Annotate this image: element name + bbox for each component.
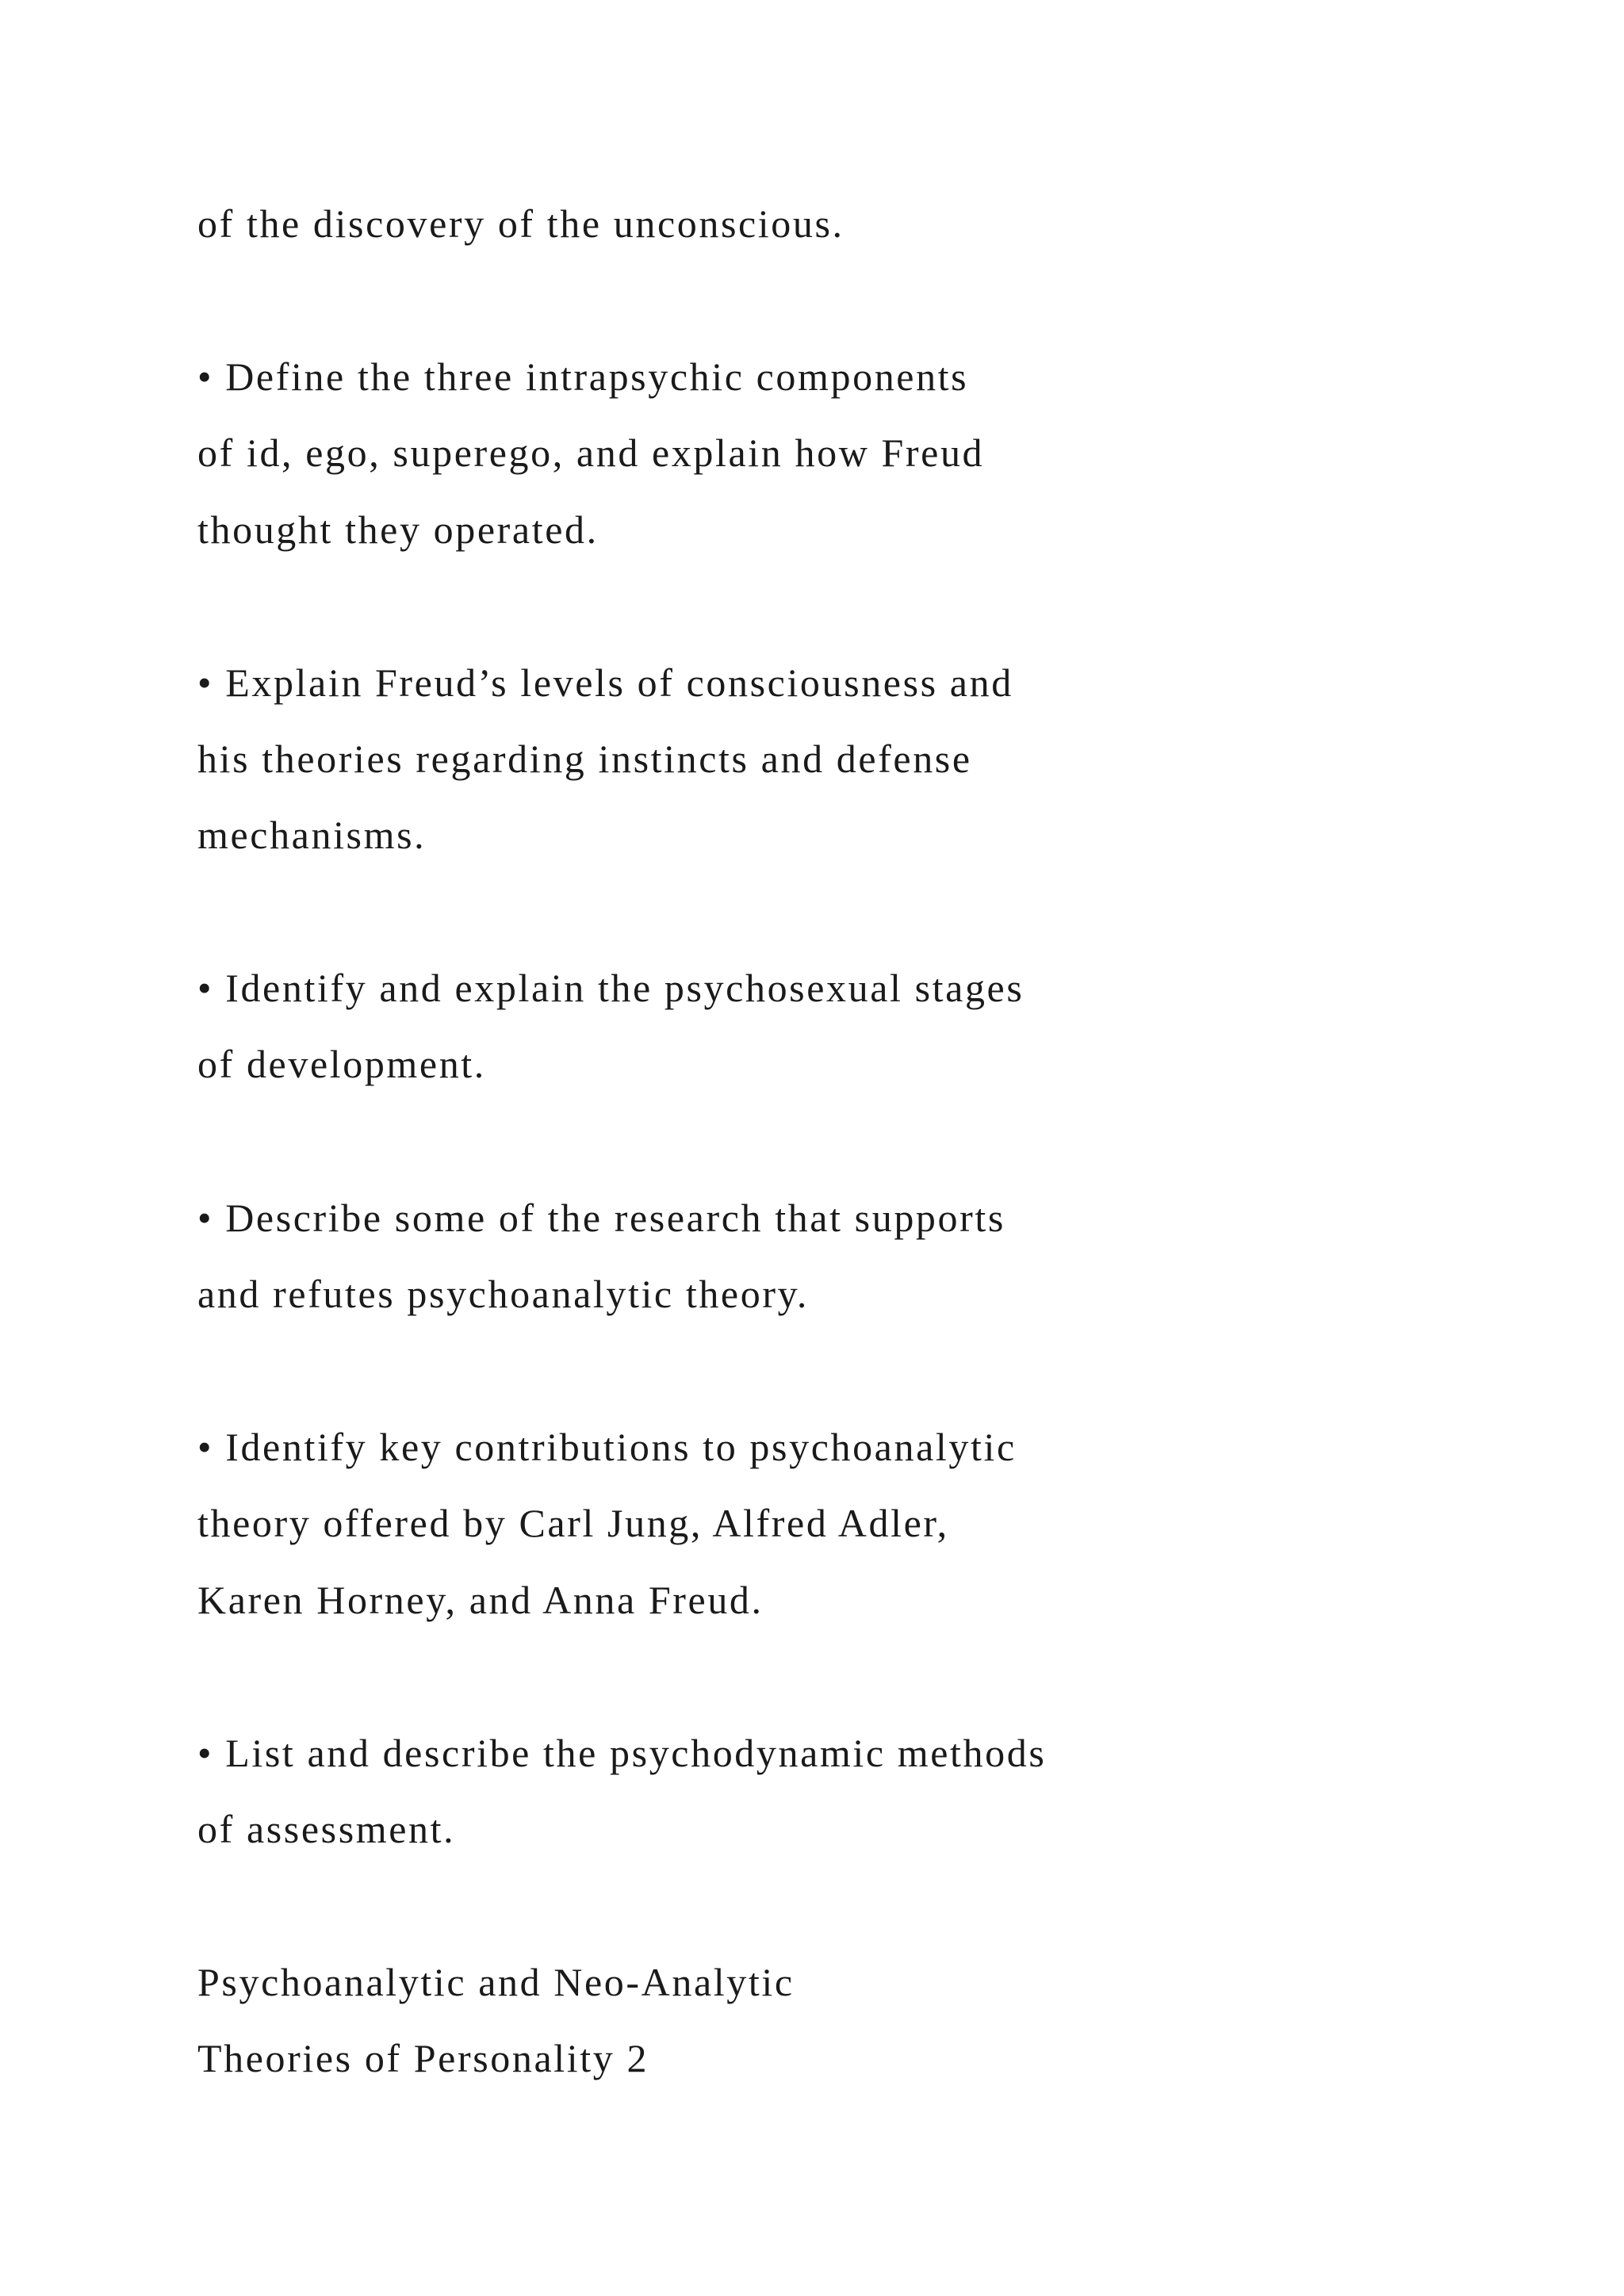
objective-line: • List and describe the psychodynamic methods	[197, 1731, 1047, 1775]
objective-line: and refutes psychoanalytic theory.	[197, 1272, 810, 1316]
running-footer-line2: Theories of Personality 2	[197, 2036, 649, 2080]
objective-line: of id, ego, superego, and explain how Freud	[197, 430, 985, 475]
running-footer-line1: Psychoanalytic and Neo-Analytic	[197, 1960, 795, 2004]
objective-line: Karen Horney, and Anna Freud.	[197, 1578, 764, 1622]
objective-line: his theories regarding instincts and defense	[197, 737, 972, 781]
objective-line: theory offered by Carl Jung, Alfred Adler,	[197, 1501, 949, 1545]
intro-line: of the discovery of the unconscious.	[197, 201, 845, 246]
objective-line: of assessment.	[197, 1807, 456, 1851]
objective-line: • Identify key contributions to psychoanalytic	[197, 1425, 1017, 1469]
objective-line: • Define the three intrapsychic components	[197, 354, 969, 399]
objective-line: • Identify and explain the psychosexual stages	[197, 966, 1025, 1010]
objective-line: mechanisms.	[197, 813, 427, 857]
objective-line: • Explain Freud’s levels of consciousness and	[197, 660, 1013, 705]
objective-line: thought they operated.	[197, 507, 599, 552]
objective-line: of development.	[197, 1042, 486, 1086]
objective-line: • Describe some of the research that supports	[197, 1196, 1005, 1240]
